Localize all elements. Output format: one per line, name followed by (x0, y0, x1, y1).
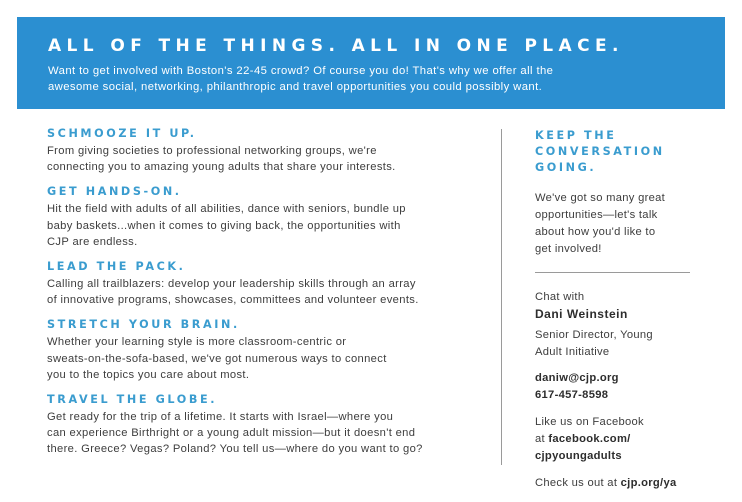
section-brain (47, 318, 485, 383)
contact-title-line: Senior Director, Young (535, 329, 653, 341)
email-link[interactable]: daniw@cjp.org (535, 372, 619, 384)
body-line: you to the topics you care about most. (47, 368, 250, 381)
body-line: there. Greece? Vegas? Poland? You tell us—where do you want to go? (47, 443, 423, 456)
website-line (535, 475, 705, 492)
website-link[interactable]: cjp.org/ya (620, 477, 677, 489)
phone-number[interactable]: 617-457-8598 (535, 389, 609, 401)
intro-line: about how you'd like to (535, 226, 656, 238)
checkout-label: Check us out at (535, 477, 618, 489)
sidebar-divider (535, 272, 690, 273)
facebook-link[interactable]: facebook.com/ (548, 433, 631, 445)
contact-title (535, 327, 705, 361)
banner-intro-line: Want to get involved with Boston's 22-45 crowd? Of course you do! That's why we offer all the (48, 65, 554, 77)
body-line: Calling all trailblazers: develop your leadership skills through an array (47, 278, 416, 291)
intro-line: We've got so many great (535, 192, 666, 204)
body-line: Whether your learning style is more classroom-centric or (47, 336, 347, 349)
section-body (47, 276, 485, 308)
section-body (47, 334, 485, 383)
contact-block (535, 289, 705, 492)
section-heading: TRAVEL THE GLOBE. (47, 393, 218, 407)
body-line: of innovative programs, showcases, committees and volunteer events. (47, 294, 419, 307)
facebook-line (535, 431, 705, 448)
body-line: CJP are endless. (47, 235, 138, 248)
body-line: Hit the field with adults of all abilities, dance with seniors, bundle up (47, 203, 406, 216)
header-banner (17, 17, 725, 109)
section-schmooze (47, 127, 485, 175)
section-hands-on (47, 185, 485, 250)
contact-sidebar (535, 128, 705, 492)
body-line: From giving societies to professional networking groups, we're (47, 145, 377, 157)
section-heading: LEAD THE PACK. (47, 260, 186, 274)
banner-intro-line: awesome social, networking, philanthropic and travel opportunities you could possibly want. (48, 81, 543, 93)
body-line: connecting you to amazing young adults that share your interests. (47, 161, 396, 174)
section-heading: STRETCH YOUR BRAIN. (47, 318, 240, 332)
body-line: sweats-on-the-sofa-based, we've got numerous ways to connect (47, 352, 387, 365)
body-line: can experience Birthright or a young adult mission—but it doesn't end (47, 427, 416, 440)
sidebar-intro (535, 190, 705, 258)
facebook-block (535, 414, 705, 465)
heading-line: GOING. (535, 161, 597, 174)
facebook-label: Like us on Facebook (535, 416, 644, 428)
body-line: Get ready for the trip of a lifetime. It starts with Israel—where you (47, 411, 394, 424)
section-body (47, 201, 485, 250)
banner-title: ALL OF THE THINGS. ALL IN ONE PLACE. (48, 36, 624, 56)
sidebar-heading (535, 128, 705, 176)
heading-line: CONVERSATION (535, 145, 665, 158)
contact-name: Dani Weinstein (535, 307, 628, 321)
section-heading: GET HANDS-ON. (47, 185, 182, 199)
heading-line: KEEP THE (535, 129, 617, 142)
column-divider (501, 129, 502, 465)
section-heading: SCHMOOZE IT UP. (47, 127, 197, 140)
facebook-link-continued[interactable]: cjpyoungadults (535, 450, 622, 462)
chat-with-label: Chat with (535, 291, 585, 303)
section-lead (47, 260, 485, 308)
contact-details (535, 370, 705, 404)
section-travel (47, 393, 485, 458)
intro-line: get involved! (535, 243, 602, 255)
section-body (47, 143, 485, 175)
body-line: baby baskets...when it comes to giving back, the opportunities with (47, 219, 401, 232)
contact-title-line: Adult Initiative (535, 346, 610, 358)
intro-line: opportunities—let's talk (535, 209, 658, 221)
section-body (47, 409, 485, 458)
opportunities-column (47, 127, 485, 468)
facebook-at: at (535, 433, 545, 445)
banner-intro (48, 63, 695, 95)
